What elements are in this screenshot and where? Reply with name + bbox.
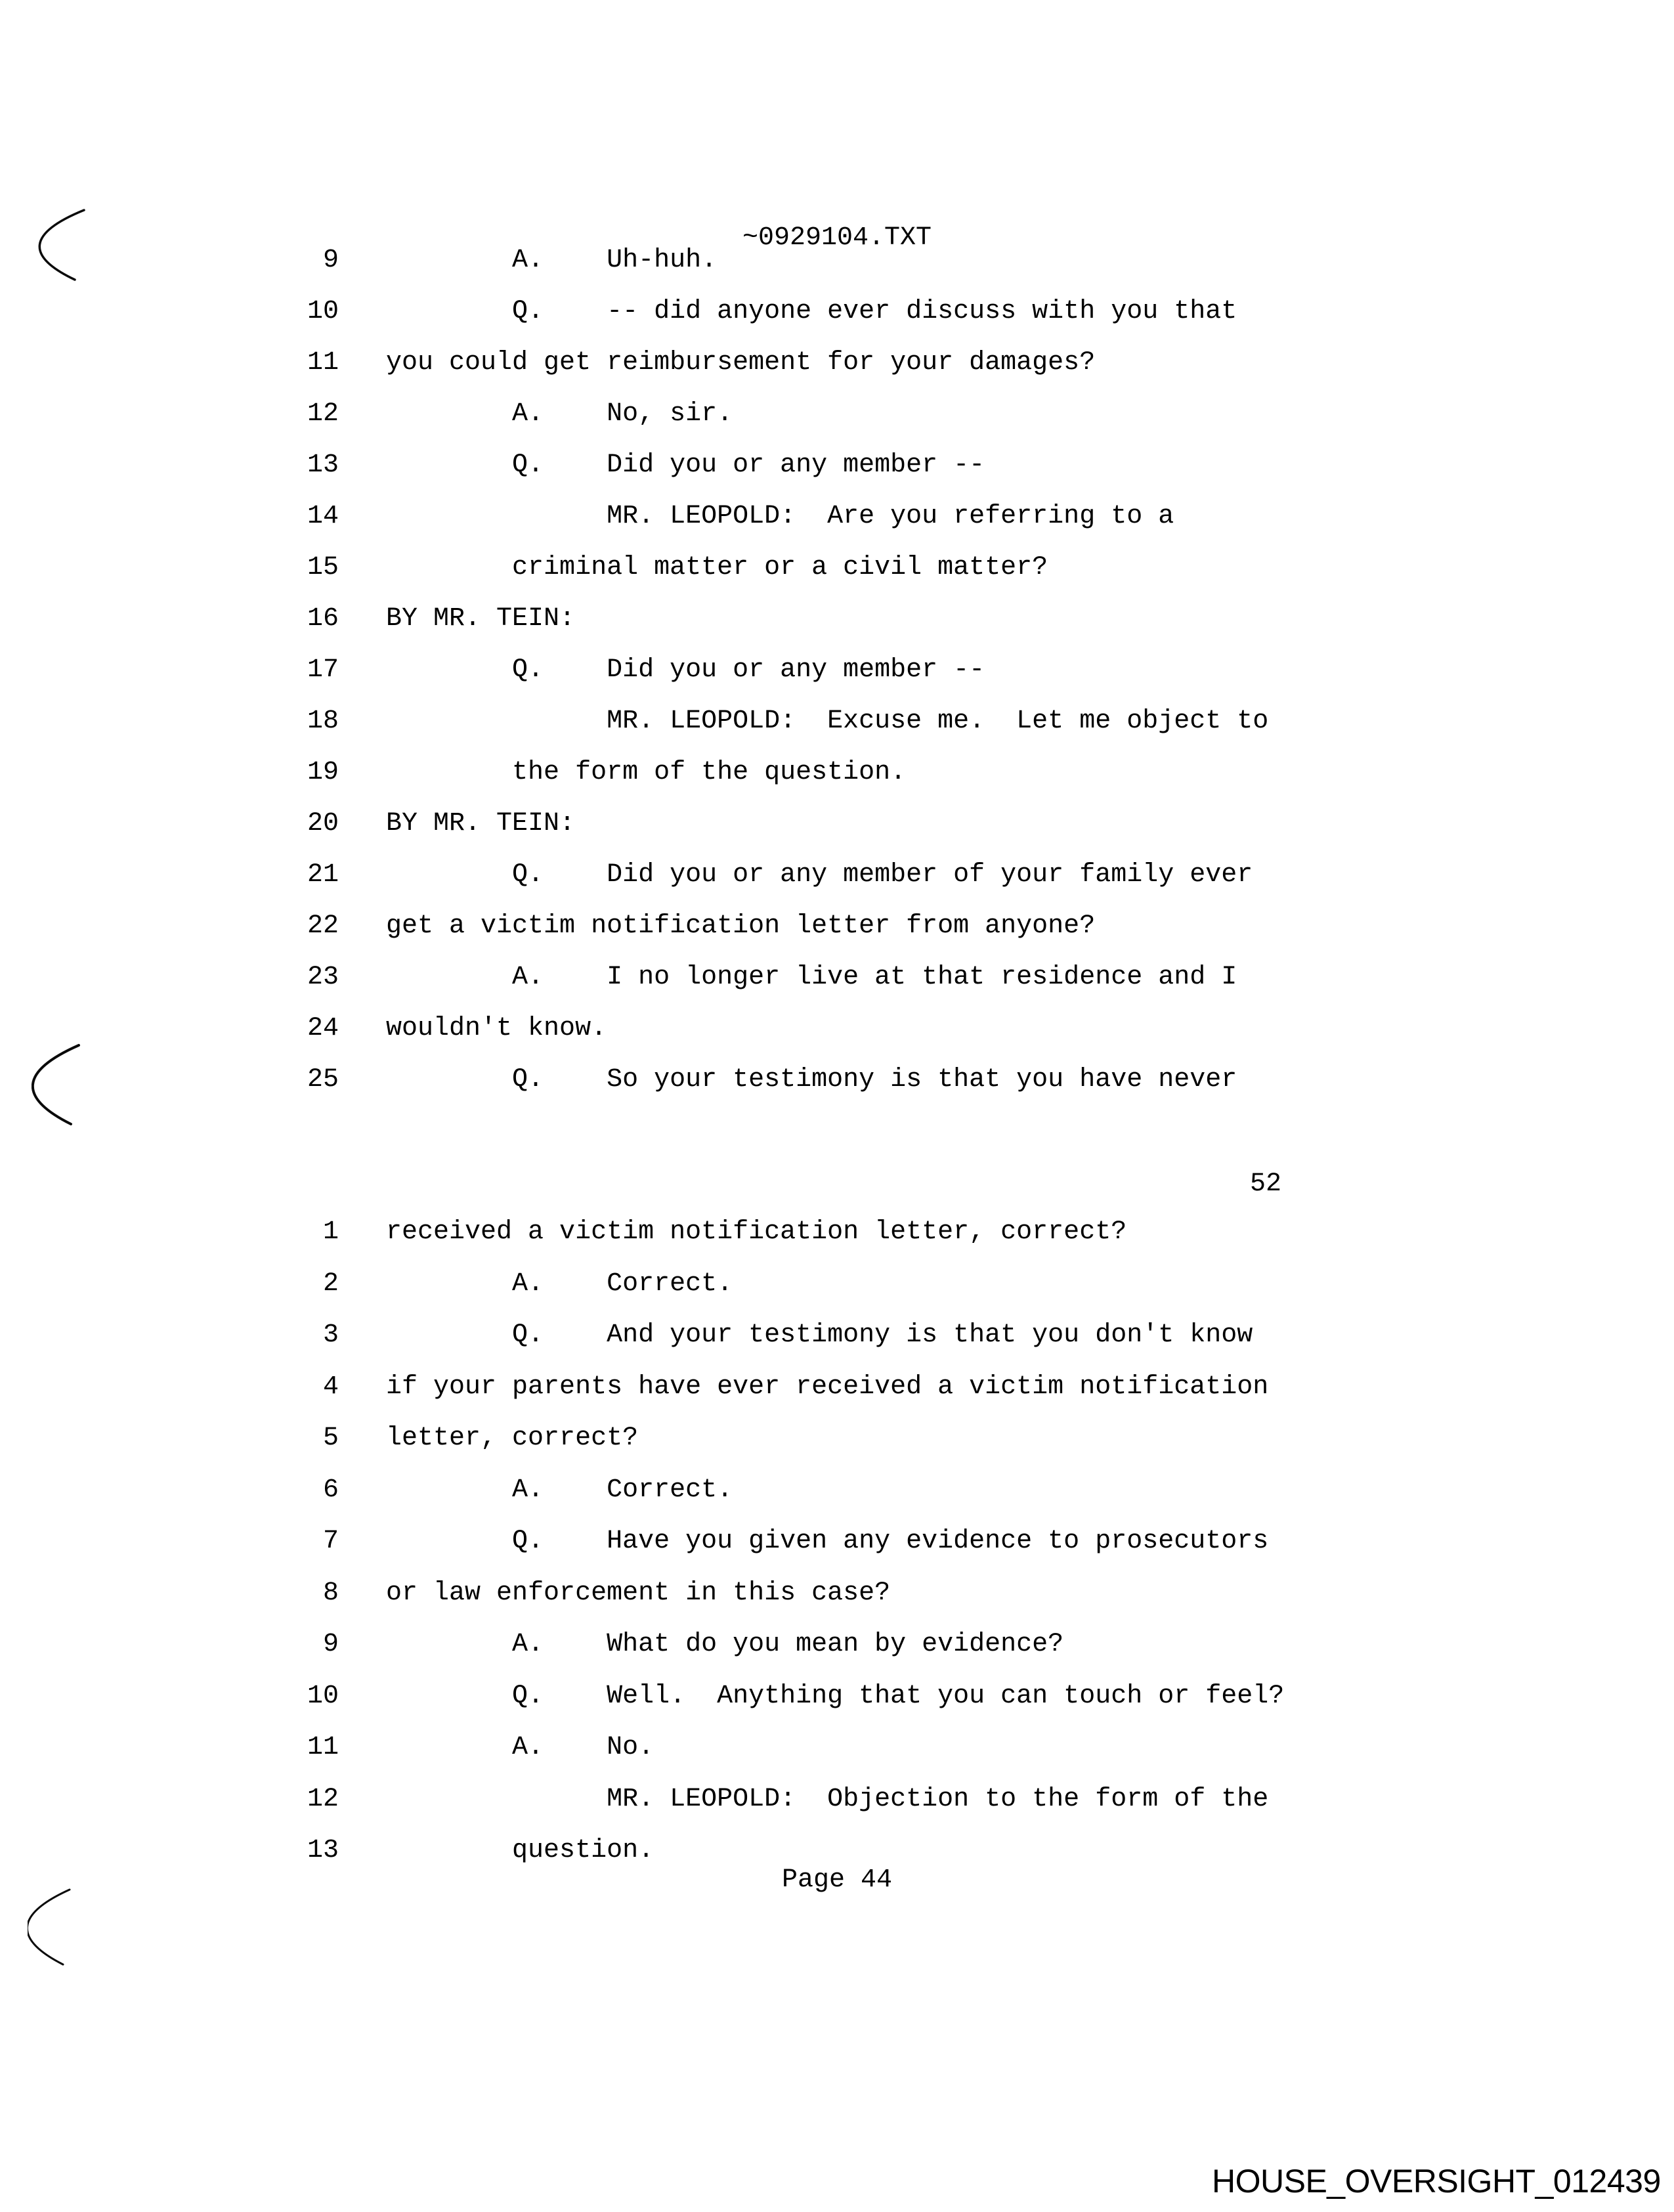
line-number: 24: [307, 1014, 339, 1043]
transcript-line: [307, 760, 906, 786]
line-number: 18: [307, 706, 339, 736]
pen-arc-mark-icon: [28, 1887, 79, 1967]
line-text: A. Uh-huh.: [386, 246, 718, 275]
line-number: 10: [307, 1681, 339, 1711]
transcript-line: [307, 1580, 890, 1607]
transcript-line: [307, 606, 575, 632]
transcript-line: [307, 1219, 1127, 1246]
line-text: question.: [386, 1836, 655, 1865]
transcript-line: [307, 1632, 1063, 1658]
line-text: letter, correct?: [386, 1423, 639, 1453]
line-text: A. Correct.: [386, 1475, 733, 1505]
line-number: 1: [307, 1217, 339, 1247]
transcript-line: [307, 401, 733, 427]
bates-stamp-number: HOUSE_OVERSIGHT_012439: [1212, 2163, 1661, 2200]
transcript-line: [307, 1784, 1269, 1814]
line-number: 9: [307, 246, 339, 275]
transcript-line: [307, 1425, 638, 1452]
line-text: or law enforcement in this case?: [386, 1578, 891, 1608]
line-number: 17: [307, 655, 339, 685]
transcript-line: [307, 452, 985, 479]
line-text: wouldn't know.: [386, 1014, 607, 1043]
line-text: Q. So your testimony is that you have never: [386, 1065, 1237, 1095]
line-number: 11: [307, 348, 339, 378]
transcript-line: [307, 657, 985, 683]
line-number: 19: [307, 758, 339, 787]
line-text: Q. Have you given any evidence to prosecutors: [386, 1527, 1269, 1556]
line-number: 11: [307, 1733, 339, 1762]
transcript-line: [307, 913, 1095, 940]
line-text: get a victim notification letter from anyone?: [386, 911, 1096, 941]
line-number: 4: [307, 1372, 339, 1402]
line-text: Q. Well. Anything that you can touch or feel?: [386, 1681, 1285, 1711]
transcript-line: [307, 811, 575, 837]
transcript-line: [307, 1838, 654, 1864]
line-text: Q. Did you or any member of your family ever: [386, 860, 1253, 890]
transcript-line: [307, 1374, 1268, 1400]
transcript-line: [307, 1529, 1268, 1555]
line-text: A. Correct.: [386, 1269, 733, 1299]
line-text: A. What do you mean by evidence?: [386, 1630, 1064, 1659]
line-text: MR. LEOPOLD: Excuse me. Let me object to: [386, 706, 1269, 736]
line-number: 6: [307, 1475, 339, 1505]
footer-page-label: Page 44: [781, 1865, 893, 1895]
line-number: 3: [307, 1320, 339, 1350]
line-text: A. No, sir.: [386, 399, 733, 429]
line-text: received a victim notification letter, correct?: [386, 1217, 1127, 1247]
line-text: Q. And your testimony is that you don't know: [386, 1320, 1253, 1350]
line-number: 16: [307, 604, 339, 634]
line-text: A. No.: [386, 1733, 655, 1762]
document-filename-header: ~0929104.TXT: [742, 223, 932, 253]
line-number: 10: [307, 297, 339, 326]
line-number: 2: [307, 1269, 339, 1299]
transcript-line: [307, 708, 1268, 735]
line-text: criminal matter or a civil matter?: [386, 553, 1048, 582]
line-number: 15: [307, 553, 339, 582]
transcript-line: [307, 248, 717, 274]
line-number: 7: [307, 1527, 339, 1556]
transcript-line: [307, 299, 1237, 325]
line-text: you could get reimbursement for your damages?: [386, 348, 1096, 378]
line-text: Q. -- did anyone ever discuss with you that: [386, 297, 1237, 326]
line-number: 21: [307, 860, 339, 890]
line-text: if your parents have ever received a victim notification: [386, 1372, 1269, 1402]
line-number: 22: [307, 911, 339, 941]
pen-arc-mark-icon: [38, 207, 91, 282]
line-text: A. I no longer live at that residence and I: [386, 963, 1237, 992]
transcript-line: [307, 1322, 1253, 1349]
line-number: 20: [307, 809, 339, 838]
pen-arc-mark-icon: [32, 1043, 85, 1127]
line-number: 8: [307, 1578, 339, 1608]
transcript-line: [307, 965, 1237, 991]
transcript-line: [307, 1067, 1237, 1093]
transcript-line: [307, 555, 1048, 581]
line-text: MR. LEOPOLD: Objection to the form of the: [386, 1784, 1269, 1814]
line-text: Q. Did you or any member --: [386, 450, 985, 480]
line-number: 5: [307, 1423, 339, 1453]
transcript-line: [307, 350, 1095, 376]
line-number: 14: [307, 502, 339, 531]
line-number: 25: [307, 1065, 339, 1095]
transcript-line: [307, 1683, 1284, 1710]
transcript-line: [307, 1477, 733, 1504]
line-number: 12: [307, 1784, 339, 1814]
transcript-line: [307, 1016, 607, 1042]
transcript-page-number: 52: [1250, 1169, 1282, 1199]
transcript-line: [307, 504, 1174, 530]
line-text: MR. LEOPOLD: Are you referring to a: [386, 502, 1174, 531]
transcript-line: [307, 862, 1253, 888]
line-number: 13: [307, 450, 339, 480]
line-text: BY MR. TEIN:: [386, 604, 576, 634]
line-number: 23: [307, 963, 339, 992]
transcript-line: [307, 1735, 654, 1761]
line-text: BY MR. TEIN:: [386, 809, 576, 838]
transcript-line: [307, 1271, 733, 1297]
line-number: 12: [307, 399, 339, 429]
line-text: Q. Did you or any member --: [386, 655, 985, 685]
line-text: the form of the question.: [386, 758, 907, 787]
line-number: 13: [307, 1836, 339, 1865]
line-number: 9: [307, 1630, 339, 1659]
